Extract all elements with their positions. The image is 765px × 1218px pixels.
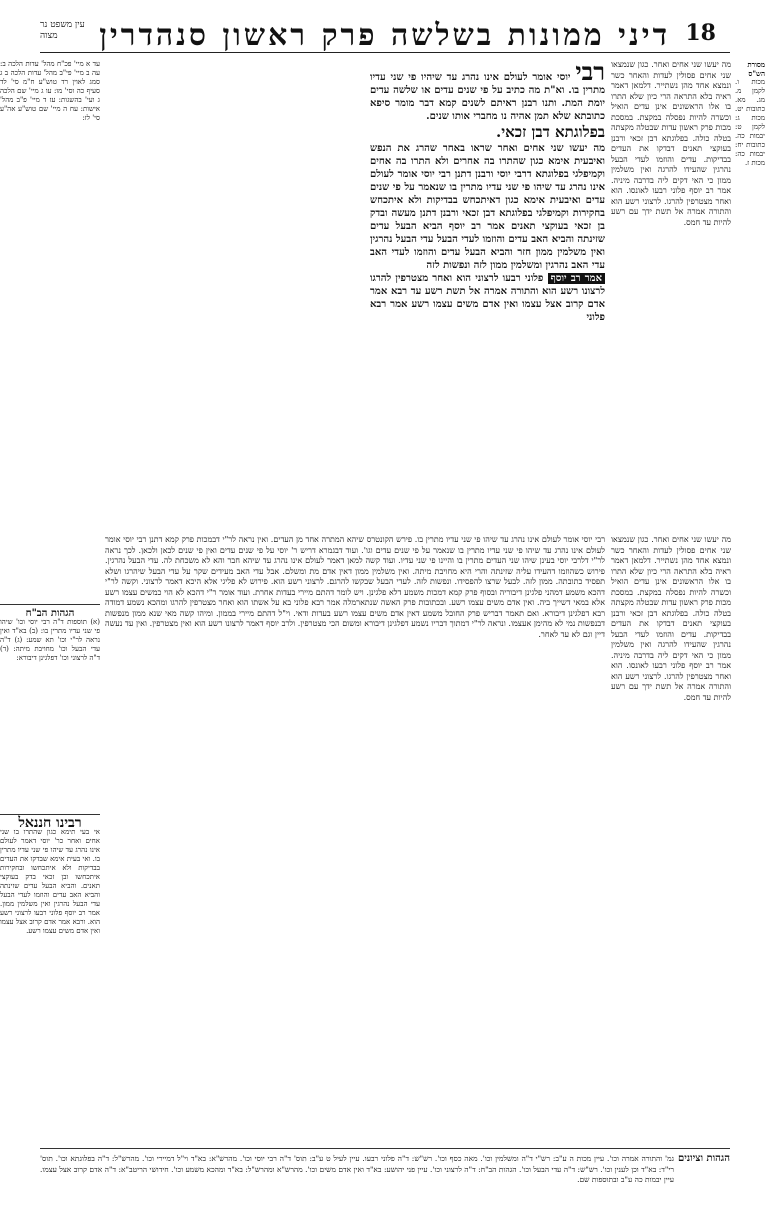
page-number: 18 <box>685 20 716 46</box>
tosafot-column <box>105 535 605 1140</box>
gemara-section-heading: בפלוגתא דבן זכאי. <box>496 123 605 141</box>
ein-mishpat-label: עין משפט נר מצוה <box>40 20 85 41</box>
gemara-text-2: מה יעשו שני אחים ואחר שראו באחר שהרג את הנפש ואיבעית אימא כגון שהתרו בה אחרים ולא התרו בה אחים וקמיפלגי בפלוגתא דרבי יוסי ורבנן דתנן רבי יוסי אומר לעולם אינו נהרג עד שיהו פי שני עדיו מתרין בו שנאמר על פי שנים עדים ואיבעית אימא כגון דאיתכחש בבדיקות ולא איתכחש בחקירות וקמיפלגי בפלוגתא דבן זכאי ורבנן דתנן מעשה ובדק בן זכאי בעוקצי תאנים אמר רב יוסף הביא הבעל עדים שזינתה והביא האב עדים והוזמו לעדי הבעל עדי הבעל נהרגין ואין משלמין ממון חזר והביא הבעל עדים והוזמו לעדי האב עדי האב נהרגין ומשלמין ממון לזה ונפשות לזה <box>370 143 605 271</box>
footer-text: גמ' והתורה אמרה וכו'. עיין מכות ה ע"ב: רש"י ד"ה ומשלמין וכו'. מאה כסף וכו'. רש"ש: ד"ה פלוני רבעו. עיין לעיל ט ע"ב: תוס' ד"ה רבי יוסי וכו'. מהרש"א: בא"ד וי"ל דמיירי וכו'. מהרש"ל: ד"ה בפלוגתא וכו'. תוס' רי"ד: בא"ד וכן לענין וכו'. רש"ש: ד"ה עדי הבעל וכו'. הגהות הב"ח: ד"ה לרצוני וכו'. עיין פני יהושע: בא"ד ואין אדם משים וכו'. מהרש"א ומהרש"ל: בא"ד ומהכא משמע וכו'. חידושי הריטב"א: ד"ה אדם קרוב אצל עצמו. עיין יבמות כה ע"ב ובתוספות שם. <box>40 1154 674 1184</box>
ein-mishpat-text: עד א מיי' פכ"ח מהל' עדות הלכה ב: עה ב מיי' פי"ב מהל' עדות הלכה ב ג סמג לאוין רד טוש"ע ח"מ סי' לד סעיף כה וסי' מו: עו ג מיי' שם הלכה ג ועי' בהשגות: עז ד מיי' פ"ב מהל' אישות: עח ה מיי' שם טוש"ע אה"ע סי' לז: <box>0 60 100 122</box>
rashi-text: מה יעשו שני אחים ואחר. כגון שנמצאו שני אחים פסולין לעדות והאחר כשר ונמצא אחד מהן נשתייר. דלמאן דאמר ראיה בלא התראה הרי כיון שלא התרו בו אלו הראשונים אינן עדים הואיל וכשרה להיות נפסלה במקצת. במסכת מכות פרק ראשון עדות שבטלה מקצתה בטלה כולה. בפלוגתא דבן זכאי ורבנן בעוקצי תאנים דבדקו את העדים בבדיקות. עדים והוזמו לעדי הבעל נהרגין שהעידו להרגה ואין משלמין ממון כי האי דקים ליה בדרבה מיניה. אמר רב יוסף פלוני רבעו לאונסו. הוא ואחר מצטרפין להרגו. לרצוני רשע הוא והתורה אמרה אל תשת ידך עם רשע להיות עד חמס. <box>611 60 731 227</box>
rabbeinu-chananel-title: רבינו חננאל <box>18 815 82 831</box>
gemara-text-3: פלוני רבעו לרצוני הוא ואחר מצטרפין להרגו לרצונו רשע הוא והתורה אמרה אל תשת רשע עד רבא אמר אדם קרוב אצל עצמו ואין אדם משים עצמו רשע אמר רבא פלוני <box>370 273 605 323</box>
hagahot-divider-top <box>0 604 100 605</box>
tosafot-text: רבי יוסי אומר לעולם אינו נהרג עד שיהו פי שני עדיו מתרין בו. פירש הקונטרס שיהא המתרה אחד מן העדים. ואין נראה לר"י דבמכות פרק קמא דתנן רבי יוסי אומר לעולם אינו נהרג עד שיהו פי שני עדיו מתרין בו שנאמר על פי שנים עדים וגו'. ועוד דבגמרא דריש ר' יוסי על פי שנים עדים ואין פי שנים לכאן ולכאן. לכך נראה לר"י דלרבי יוסי בעינן שיהו שני העדים מתרין בו והיינו פי שני עדיו. ועוד קשה למאן דאמר לעולם אינו נהרג עד שיהא חבר והא לא משכחת לה. עדי הבעל נהרגין. פירוש כשהוזמו דהעידו עליה שזינתה והרי היא מחויבת מיתה. ואין משלמין ממון דאין אדם מת ומשלם. אבל עדי האב מעידים שקר על עדי הבעל שיהרגו ושלא תפסיד כתובתה. ממון לזה. לבעל שרצו להפסידו. ונפשות לזה. לעדי הבעל שבקשו להרגם. לרצוני רשע הוא. פירוש לא פליגי אלא היכא דאמר לרצוני. וקשה לר"י דהכא משמע דמהני פלגינן דיבוריה ובסוף פרק קמא דמכות משמע דלא פלגינן. ויש לומר דהתם מיירי בעדות אחרת. ועוד אומר ר"י דהכא לא הוי כמשים עצמו רשע אלא במאי דשייך ביה. ואין אדם משים עצמו רשע. ובכתובות פרק האשה שנתארמלה אמר רבא פלוני בא על אשתו הוא ואחר מצטרפין להרגו ומהכא נשמע דמודה רבא דפלגינן דיבורא. ואם תאמר דבריש פרק החובל משמע דאין אדם משים עצמו רשע בעדות ודאי. וי"ל דהתם מיירי בממון. ומיהו קשה מאי שנא ממון מנפשות דבנפשות נמי לא מהימן אעצמו. ונראה לר"י דמתוך דבריו נשמע דפלגינן דיבורא ומשום הכי מצטרפין. ולרב יוסף דאמר לרצונו רשע הוא ואין מצטרפין. ואין עד נעשה דיין וגם לא עד לאחר. <box>105 535 605 639</box>
footer-title: הגהות וציונים <box>677 1153 730 1164</box>
hagahot-habach-column <box>0 600 100 770</box>
rabbeinu-chananel-text: אי בעי תימא כגון שהתרו בו שני אחים ואחר כר' יוסי דאמר לעולם אינו נהרג עד שיהו פי שני עדיו מתרין בו. ואי בעית אימא שבדקו את העדים בבדיקות ולא איתכחשו ובחקירות איתכחשו ובן זכאי בדק בעוקצי תאנים. והביא הבעל עדים שזינתה והביא האב עדים והוזמו לעדי הבעל עדי הבעל נהרגין ואין משלמין ממון. אמר רב יוסף פלוני רבעו לרצוני רשע הוא. ורבא אמר אדם קרוב אצל עצמו ואין אדם משים עצמו רשע. <box>0 828 100 935</box>
gemara-column <box>370 60 605 530</box>
tractate-title: דיני ממונות בשלשה פרק ראשון סנהדרין <box>99 18 670 53</box>
page-header <box>40 18 730 52</box>
rabbeinu-chananel-column <box>0 810 100 1140</box>
rashi-continuation-text: מה יעשו שני אחים ואחר. כגון שנמצאו שני אחים פסולין לעדות והאחר כשר ונמצא אחד מהן נשתייר. דלמאן דאמר ראיה בלא התראה הרי כיון שלא התרו בו אלו הראשונים אינן עדים הואיל וכשרה להיות נפסלה במקצת. במסכת מכות פרק ראשון עדות שבטלה מקצתה בטלה כולה. בפלוגתא דבן זכאי ורבנן בעוקצי תאנים דבדקו את העדים בבדיקות. עדים והוזמו לעדי הבעל נהרגין שהעידו להרגה ואין משלמין ממון כי האי דקים ליה בדרבה מיניה. אמר רב יוסף פלוני רבעו לאונסו. הוא ואחר מצטרפין להרגו. לרצוני רשע הוא והתורה אמרה אל תשת ידך עם רשע להיות עד חמס. <box>611 535 731 702</box>
hagahot-text: (א) תוספות ד"ה רבי יוסי וכו' שיהו פי שני עדיו מתרין בו: (ב) בא"ד ואין נראה לר"י וכו' תא שמע: (ג) ד"ה עדי הבעל וכו' מחויבת מיתה: (ד) ד"ה לרצוני וכו' דפלגינן דיבורא: <box>0 618 100 662</box>
gemara-text-1: יוסי אומר לעולם אינו נהרג עד שיהיו פי שני עדיו מתרין בו. וא"ת מה כתיב על פי שנים עדים או שלשה עדים יומת המת. ותנו רבנן ראיתם לשנים קמא דבר מומר סיפא כתובתא שלא תמן אהיה נו מחברי אותו שנים. <box>370 72 605 122</box>
rashi-column <box>611 60 731 530</box>
rashi-continuation-column <box>611 535 731 1140</box>
gemara-highlight-tag: אמר רב יוסף <box>548 273 605 284</box>
hagahot-title: הגהות הב"ח <box>25 608 75 619</box>
header-rule <box>40 52 730 53</box>
masoret-label: מסורת הש"ס <box>747 60 765 78</box>
gemara-opener-word: רבי <box>575 60 605 86</box>
footer-notes <box>40 1148 730 1184</box>
gemara-block-1 <box>370 60 605 123</box>
masoret-hashas-column <box>735 60 765 530</box>
masoret-text: מכות ו. לקמן מ. מג. מא. כתובות יט. מכות ג: לקמן ט: יבמות כה. כתובות יח: יבמות כה: מכות ז. <box>735 78 765 167</box>
gemara-block-3 <box>370 272 605 324</box>
footer-rule <box>40 1148 730 1149</box>
ein-mishpat-column <box>0 60 100 240</box>
